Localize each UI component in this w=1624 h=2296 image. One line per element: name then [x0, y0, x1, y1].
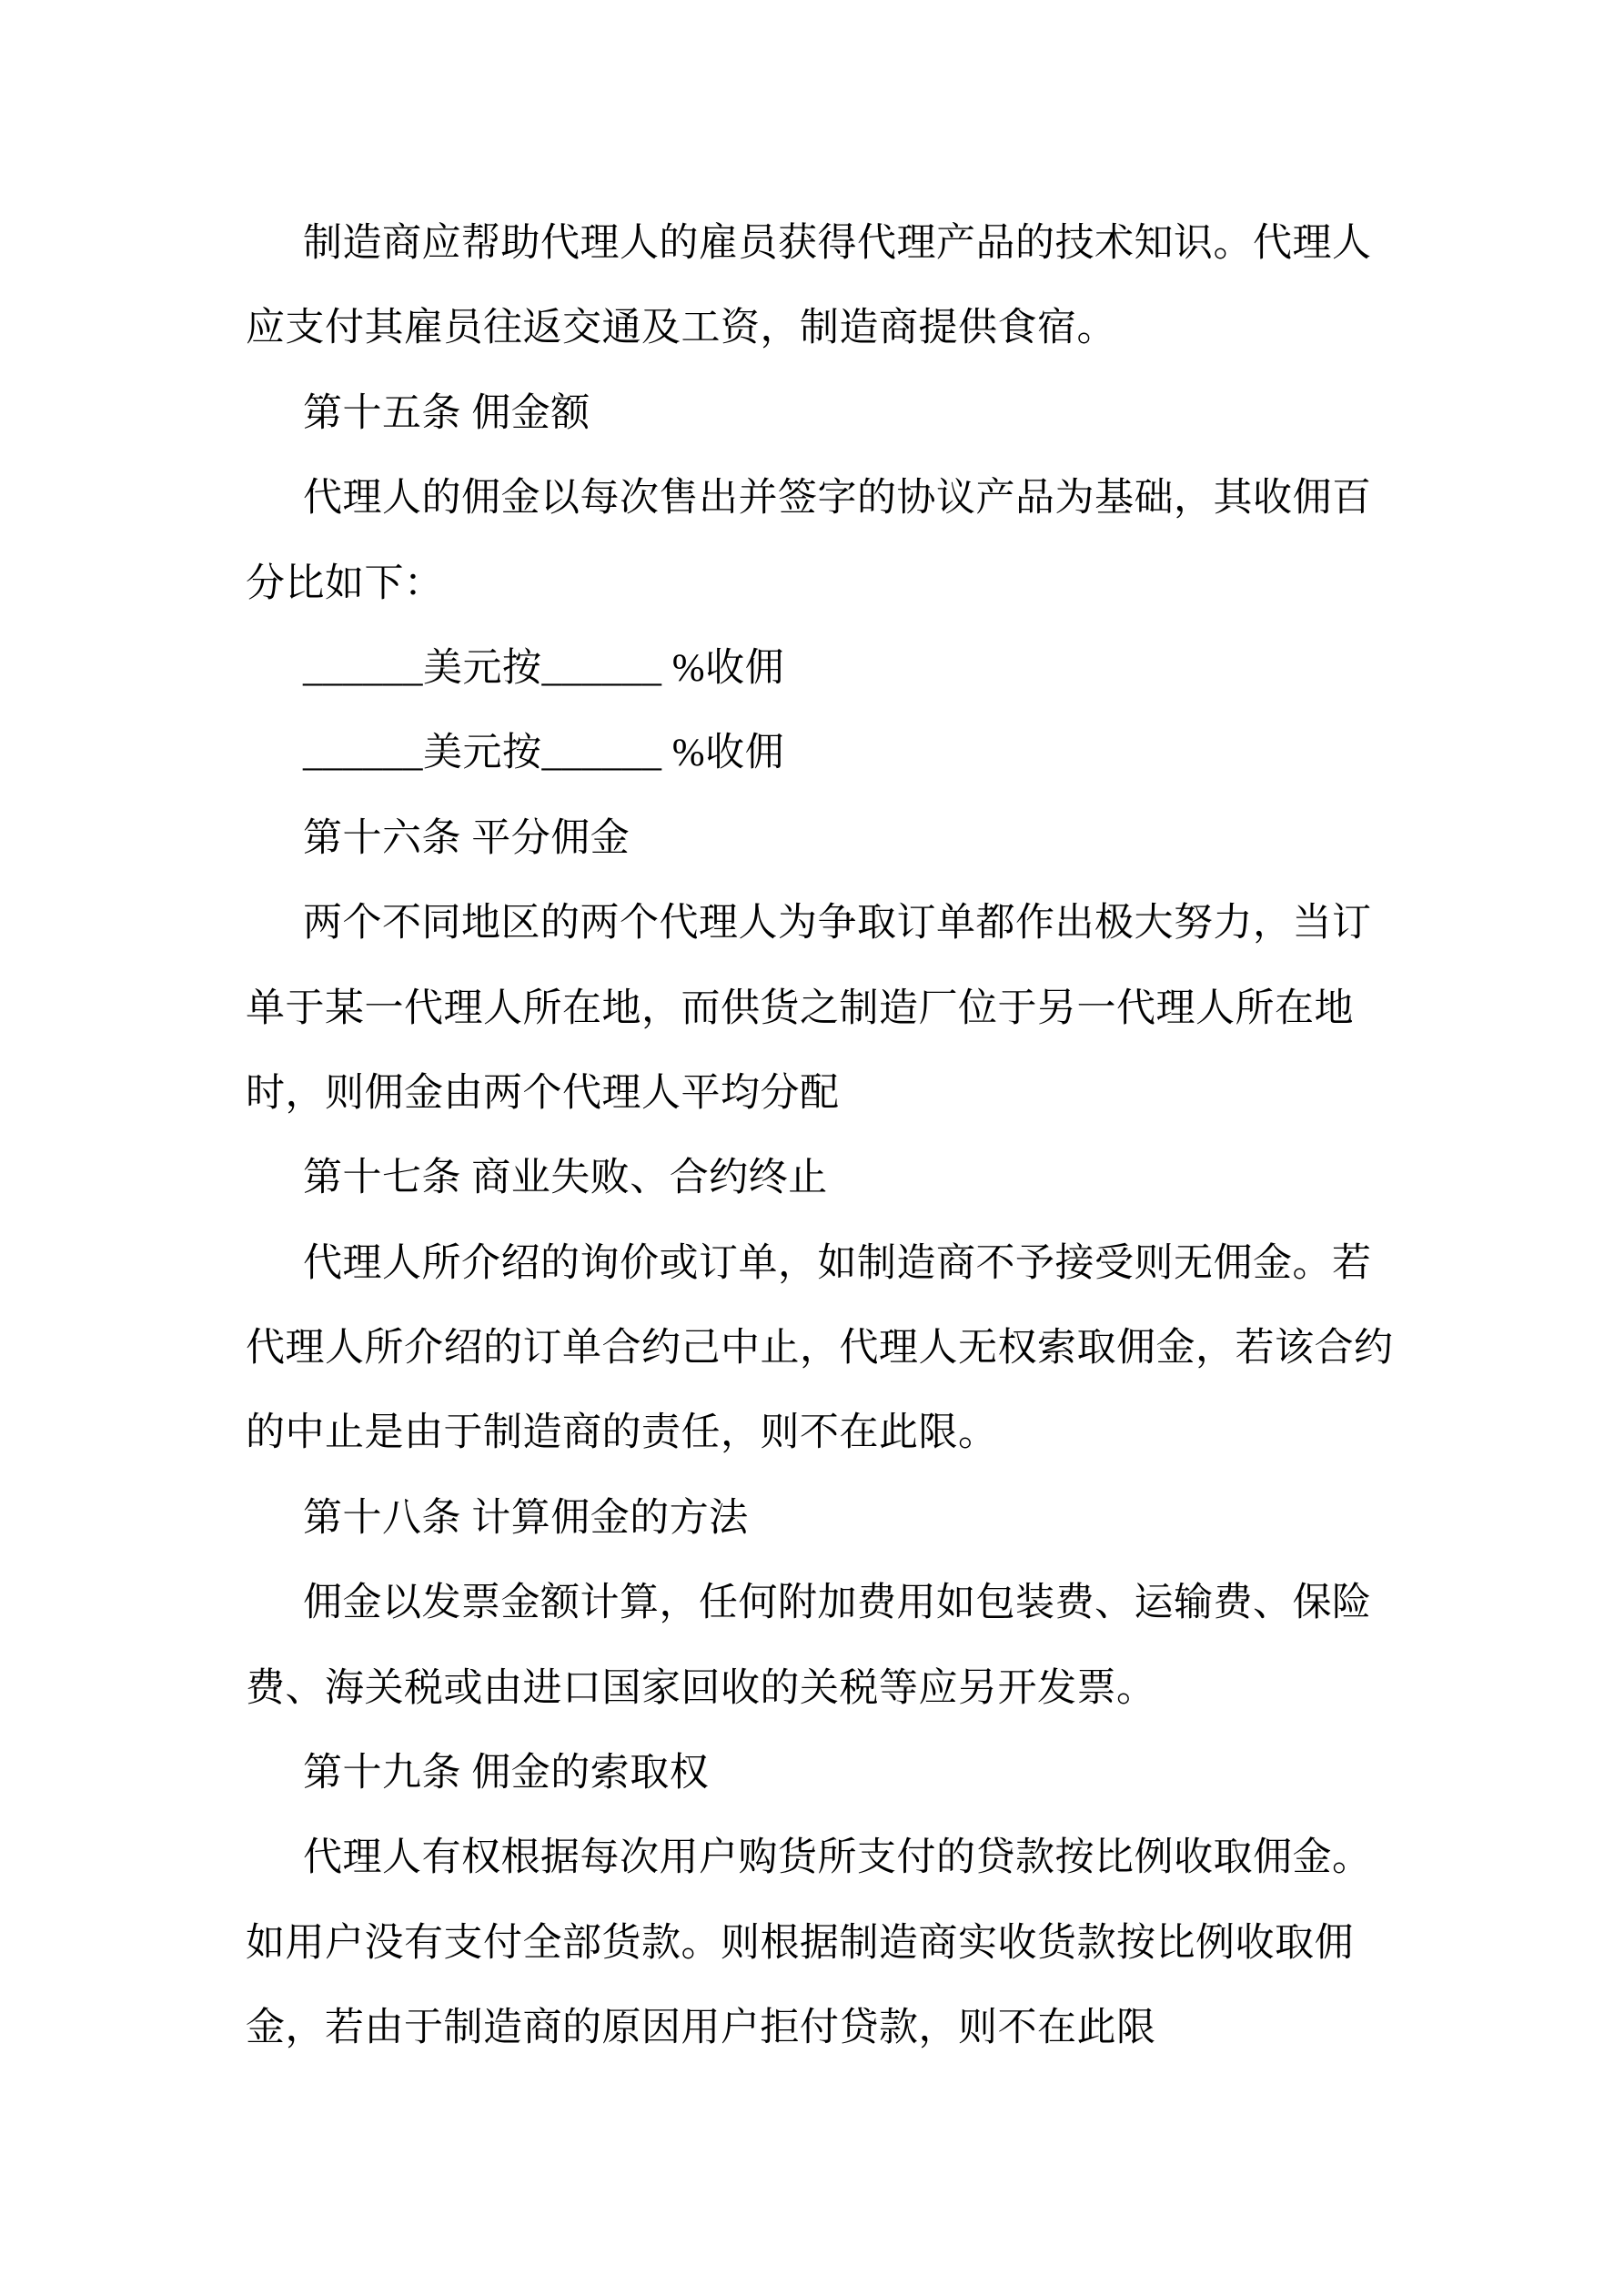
text-line: 佣金以发票金额计算，任何附加费用如包装费、运输费、保险 [303, 1582, 1372, 1625]
text-line: 单于某一代理人所在地，而供货之制造厂位于另一代理人所在地 [246, 986, 1354, 1030]
section-heading: 第十九条 佣金的索取权 [303, 1752, 710, 1795]
text-line: 应支付其雇员往返交通及工资，制造商提供食宿。 [246, 307, 1116, 350]
text-line: 代理人所介绍的订单合约己中止，代理人无权索取佣金，若该合约 [246, 1327, 1394, 1371]
section-heading: 第十八条 计算佣金的方法 [303, 1496, 749, 1540]
section-heading: 第十五条 佣金额 [303, 391, 590, 435]
section-heading: 第十六条 平分佣金 [303, 816, 630, 860]
text-line: 如用户没有支付全部货款。则根据制造商实收货款按比例收取佣 [246, 1921, 1354, 1965]
text-line: 代理人的佣金以每次售出并签字的协议产品为基础，其收佣百 [303, 477, 1372, 521]
text-line: 时，则佣金由两个代理人平均分配 [246, 1071, 840, 1115]
text-line: 两个不同地区的两个代理人为争取订单都作出极大努力，当订 [303, 902, 1372, 946]
text-line: 分比如下： [246, 561, 444, 605]
section-heading: 第十七条 商业失败、合约终止 [303, 1157, 828, 1200]
text-line: 代理人有权根据每次用户购货所支付的贷款按比例收取佣金。 [303, 1836, 1372, 1880]
text-line: 费、海关税或由进口国家回收的关税等应另开发票。 [246, 1666, 1156, 1710]
text-line: 金，若由于制造商的原因用户拒付贷款，则不在此限 [246, 2007, 1156, 2050]
fill-in-blank-line: ______美元按______ %收佣 [303, 732, 785, 775]
text-line: 代理人所介绍的询价或订单，如制造商不予接受则无佣金。若 [303, 1241, 1372, 1285]
fill-in-blank-line: ______美元按______ %收佣 [303, 646, 785, 690]
document-body [246, 201, 1519, 2071]
text-line: 的中止是由于制造商的责任，则不在此限。 [246, 1411, 998, 1455]
text-line: 制造商应帮助代理人的雇员获得代理产品的技术知识。代理人 [303, 222, 1372, 265]
